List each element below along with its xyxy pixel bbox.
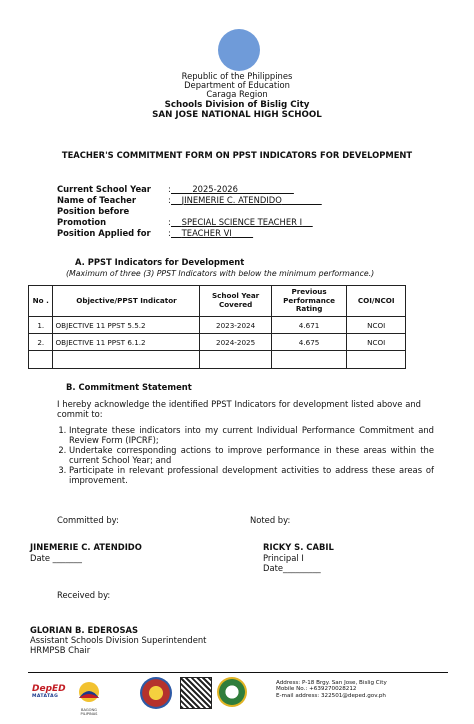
school-year-label: Current School Year: [57, 184, 151, 194]
section-a-note: (Maximum of three (3) PPST Indicators with below the minimum performance.): [66, 269, 375, 278]
position-before-value: SPECIAL SCIENCE TEACHER I: [181, 217, 303, 227]
bagong-pilipinas-logo: BAGONG PILIPINAS: [74, 678, 104, 712]
header-rating: Previous Performance Rating: [271, 286, 347, 317]
list-item: 2. Undertake corresponding actions to improve performance in these areas within the current School Year; and: [69, 445, 434, 465]
footer-divider: [28, 672, 448, 673]
qr-code-icon: [180, 677, 212, 709]
received-by-label: Received by:: [57, 590, 111, 600]
header-no: No .: [29, 286, 53, 317]
header-school-year: School Year Covered: [200, 286, 271, 317]
division-seal-icon: [140, 677, 172, 709]
form-title: TEACHER'S COMMITMENT FORM ON PPST INDICATORS FOR DEVELOPMENT: [61, 150, 413, 160]
receiver-title: Assistant Schools Division Superintendent: [30, 635, 207, 645]
header-indicator: Objective/PPST Indicator: [53, 286, 200, 317]
deped-logo: DepED MATATAG: [32, 684, 66, 699]
ppst-indicators-table: [28, 285, 406, 369]
section-a-title: A. PPST Indicators for Development: [75, 257, 245, 267]
position-before-label: Position before: [57, 206, 130, 216]
footer-contact: Address: P-18 Brgy. San Jose, Bislig City Mobile No.: +639270028212 E-mail address: 322501@deped.gov.ph: [276, 680, 387, 699]
teacher-date: Date _______: [30, 553, 82, 563]
government-seal-icon: [218, 29, 260, 71]
list-item: 3. Participate in relevant professional development activities to address these areas of improvement.: [69, 465, 434, 485]
promotion-label: Promotion: [57, 217, 107, 227]
teacher-signature-name: JINEMERIE C. ATENDIDO: [30, 542, 142, 552]
teacher-name-value: JINEMERIE C. ATENDIDO: [181, 195, 282, 205]
principal-title: Principal I: [263, 553, 304, 563]
header-region: Caraga Region: [206, 89, 268, 99]
header-republic: Republic of the Philippines: [181, 71, 293, 81]
committed-by-label: Committed by:: [57, 515, 119, 525]
header-division: Schools Division of Bislig City: [164, 100, 310, 110]
header-coi: COI/NCOI: [347, 286, 406, 317]
table-row: 1. OBJECTIVE 11 PPST 5.5.2 2023-2024 4.671 NCOI: [29, 317, 406, 334]
noted-by-label: Noted by:: [250, 515, 291, 525]
table-row: 2. OBJECTIVE 11 PPST 6.1.2 2024-2025 4.675 NCOI: [29, 334, 406, 351]
teacher-name-label: Name of Teacher: [57, 195, 136, 205]
school-seal-icon: [217, 677, 247, 707]
section-b-title: B. Commitment Statement: [66, 382, 192, 392]
principal-name: RICKY S. CABIL: [263, 542, 334, 552]
receiver-name: GLORIAN B. EDEROSAS: [30, 625, 138, 635]
receiver-committee: HRMPSB Chair: [30, 645, 91, 655]
header-department: Department of Education: [184, 80, 290, 90]
school-year-value: 2025-2026: [192, 184, 238, 194]
table-row: [29, 351, 406, 369]
list-item: 1. Integrate these indicators into my current Individual Performance Commitment and Review Form (IPCRF);: [69, 425, 434, 445]
position-applied-label: Position Applied for: [57, 228, 151, 238]
principal-date: Date_________: [263, 563, 321, 573]
table-header-row: [29, 286, 406, 317]
commitment-list: [57, 425, 434, 485]
header-school: SAN JOSE NATIONAL HIGH SCHOOL: [152, 110, 322, 120]
position-applied-value: TEACHER VI: [181, 228, 232, 238]
commitment-intro: I hereby acknowledge the identified PPST Indicators for development listed above and commit to:: [57, 399, 421, 419]
